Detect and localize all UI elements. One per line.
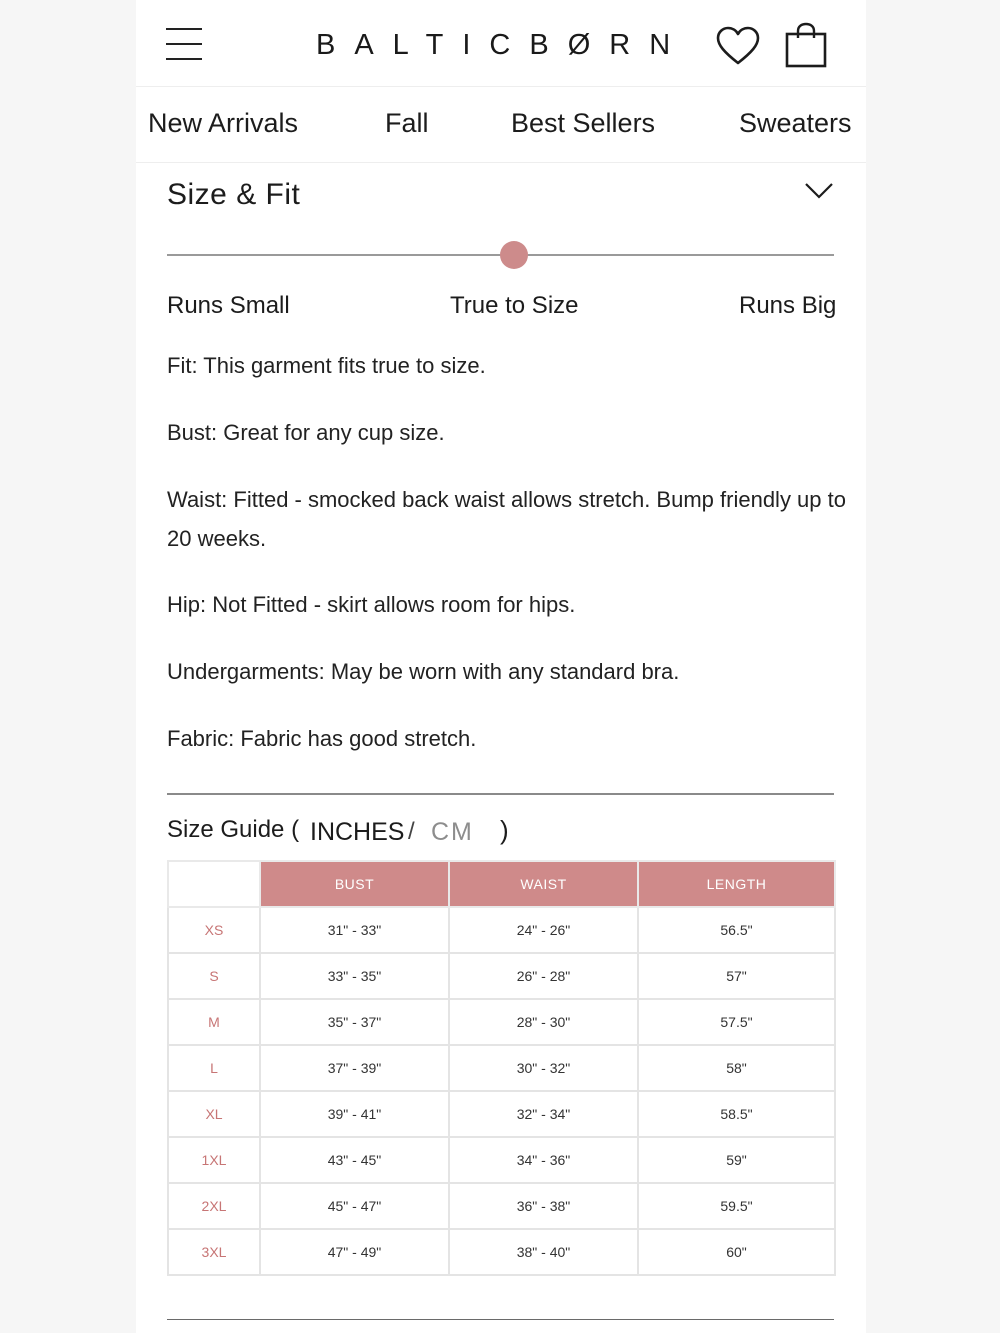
bust-cell: 43" - 45" — [260, 1137, 449, 1183]
table-header-row — [168, 861, 835, 907]
nav-sweaters[interactable]: Sweaters — [739, 108, 852, 138]
size-cell: S — [168, 953, 260, 999]
header-length: LENGTH — [638, 861, 835, 907]
undergarments-description: Undergarments: May be worn with any standard bra. — [167, 659, 680, 684]
waist-cell: 34" - 36" — [449, 1137, 638, 1183]
size-fit-title[interactable]: Size & Fit — [167, 178, 301, 211]
length-cell: 60" — [638, 1229, 835, 1275]
fabric-description: Fabric: Fabric has good stretch. — [167, 726, 477, 751]
header-blank-cell — [168, 861, 260, 907]
waist-cell: 32" - 34" — [449, 1091, 638, 1137]
waist-cell: 30" - 32" — [449, 1045, 638, 1091]
hamburger-icon[interactable] — [166, 28, 202, 60]
length-cell: 57" — [638, 953, 835, 999]
waist-cell: 26" - 28" — [449, 953, 638, 999]
fit-label-runs-small: Runs Small — [167, 292, 290, 319]
size-guide-table — [167, 860, 836, 1276]
brand-logo[interactable]: BALTICBØRN — [316, 29, 690, 61]
size-cell: 3XL — [168, 1229, 260, 1275]
bust-cell: 47" - 49" — [260, 1229, 449, 1275]
length-cell: 58.5" — [638, 1091, 835, 1137]
length-cell: 56.5" — [638, 907, 835, 953]
nav-fall[interactable]: Fall — [385, 108, 429, 138]
size-guide-label: Size Guide ( — [167, 816, 300, 843]
bust-cell: 45" - 47" — [260, 1183, 449, 1229]
bust-cell: 31" - 33" — [260, 907, 449, 953]
waist-cell: 24" - 26" — [449, 907, 638, 953]
table-row — [168, 1137, 835, 1183]
fit-slider-thumb[interactable] — [500, 241, 528, 269]
bust-cell: 35" - 37" — [260, 999, 449, 1045]
section-divider — [167, 793, 834, 795]
bust-cell: 39" - 41" — [260, 1091, 449, 1137]
table-row — [168, 907, 835, 953]
table-row — [168, 1183, 835, 1229]
fit-description: Fit: This garment fits true to size. — [167, 353, 486, 378]
length-cell: 59" — [638, 1137, 835, 1183]
chevron-down-icon[interactable] — [804, 180, 834, 202]
table-row — [168, 1229, 835, 1275]
size-cell: M — [168, 999, 260, 1045]
bust-cell: 33" - 35" — [260, 953, 449, 999]
size-cell: 1XL — [168, 1137, 260, 1183]
waist-cell: 28" - 30" — [449, 999, 638, 1045]
site-header — [136, 0, 866, 87]
shopping-bag-icon[interactable] — [784, 22, 828, 68]
unit-inches-toggle[interactable]: INCHES — [310, 818, 405, 846]
length-cell: 58" — [638, 1045, 835, 1091]
header-waist: WAIST — [449, 861, 638, 907]
fit-label-runs-big: Runs Big — [739, 292, 837, 319]
size-guide-close-paren: ) — [500, 815, 509, 845]
category-nav — [136, 86, 866, 163]
bust-cell: 37" - 39" — [260, 1045, 449, 1091]
nav-new-arrivals[interactable]: New Arrivals — [148, 108, 299, 138]
size-cell: 2XL — [168, 1183, 260, 1229]
bust-description: Bust: Great for any cup size. — [167, 420, 445, 445]
size-cell: L — [168, 1045, 260, 1091]
size-cell: XL — [168, 1091, 260, 1137]
waist-cell: 36" - 38" — [449, 1183, 638, 1229]
unit-separator: / — [408, 818, 415, 845]
product-page — [136, 0, 866, 1333]
nav-best-sellers[interactable]: Best Sellers — [511, 108, 656, 138]
size-cell: XS — [168, 907, 260, 953]
heart-icon[interactable] — [716, 26, 760, 66]
unit-cm-toggle[interactable]: CM — [431, 818, 474, 846]
table-row — [168, 953, 835, 999]
bottom-divider — [167, 1319, 834, 1320]
length-cell: 59.5" — [638, 1183, 835, 1229]
fit-label-true-to-size: True to Size — [450, 292, 579, 319]
header-bust: BUST — [260, 861, 449, 907]
table-row — [168, 1045, 835, 1091]
waist-cell: 38" - 40" — [449, 1229, 638, 1275]
hip-description: Hip: Not Fitted - skirt allows room for hips. — [167, 592, 576, 617]
waist-description: Waist: Fitted - smocked back waist allows stretch. Bump friendly up to 20 weeks. — [167, 487, 846, 551]
table-row — [168, 999, 835, 1045]
length-cell: 57.5" — [638, 999, 835, 1045]
table-row — [168, 1091, 835, 1137]
